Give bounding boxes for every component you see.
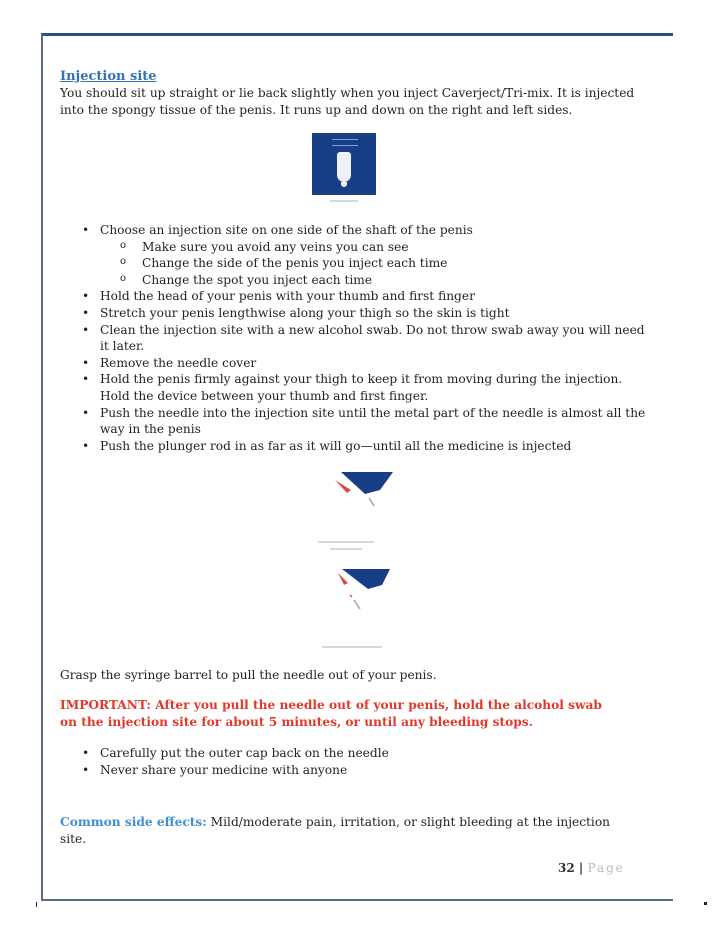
figure-tip-shape <box>341 182 347 187</box>
injection-illustration-2 <box>330 567 400 615</box>
scan-mark <box>704 902 707 905</box>
list-item: o Change the side of the penis you inject each time <box>60 255 650 272</box>
illustration-caption-line <box>330 548 362 550</box>
figure-caption-line <box>330 200 358 202</box>
anatomy-figure <box>312 133 376 195</box>
side-effects-text: Mild/moderate pain, irritation, or slight bleeding at the injection site. <box>60 815 611 846</box>
list-item <box>60 222 650 288</box>
injection-site-section <box>60 68 660 119</box>
important-note: IMPORTANT: After you pull the needle out of your penis, hold the alcohol swab on the injection site for about 5 minutes, or until any bleeding stops. <box>60 698 602 729</box>
list-item: • Hold the penis firmly against your thigh to keep it from moving during the injection. Hold the device between your thumb and first finger. <box>60 371 650 404</box>
figure-label-lines <box>332 139 358 146</box>
step-text: Choose an injection site on one side of the shaft of the penis <box>100 223 473 237</box>
list-item: • Clean the injection site with a new alcohol swab. Do not throw swab away you will need it later. <box>60 322 650 355</box>
list-item: • Push the plunger rod in as far as it will go—until all the medicine is injected <box>60 438 650 455</box>
list-item: • Hold the head of your penis with your thumb and first finger <box>60 288 650 305</box>
list-item: o Change the spot you inject each time <box>60 272 650 289</box>
injection-illustration-1 <box>325 470 400 515</box>
illustration-caption-line <box>318 541 374 543</box>
side-effects-label: Common side effects: <box>60 815 207 829</box>
intro-paragraph: You should sit up straight or lie back slightly when you inject Caverject/Tri-mix. It is injected into the spongy tissue of the penis. It runs up and down on the right and left sides. <box>60 86 635 117</box>
list-item: o Make sure you avoid any veins you can see <box>60 239 650 256</box>
section-heading: Injection site <box>60 69 157 84</box>
sub-steps-list <box>100 239 650 289</box>
scan-mark <box>36 902 37 907</box>
final-steps-list <box>60 745 640 779</box>
side-effects-paragraph <box>60 814 640 848</box>
list-item: • Never share your medicine with anyone <box>60 762 640 779</box>
page-word: Page <box>587 861 625 875</box>
list-item: • Push the needle into the injection site until the metal part of the needle is almost all the way in the penis <box>60 405 650 438</box>
list-item: • Remove the needle cover <box>60 355 650 372</box>
page-separator: | <box>574 861 588 875</box>
list-item: • Stretch your penis lengthwise along your thigh so the skin is tight <box>60 305 650 322</box>
grasp-paragraph: Grasp the syringe barrel to pull the needle out of your penis. <box>60 668 437 682</box>
steps-list <box>60 222 650 454</box>
figure-shaft-shape <box>337 152 351 182</box>
page-number <box>558 861 625 875</box>
illustration-caption-line <box>322 646 382 648</box>
list-item: • Carefully put the outer cap back on the needle <box>60 745 640 762</box>
page-number-value: 32 <box>558 861 575 875</box>
